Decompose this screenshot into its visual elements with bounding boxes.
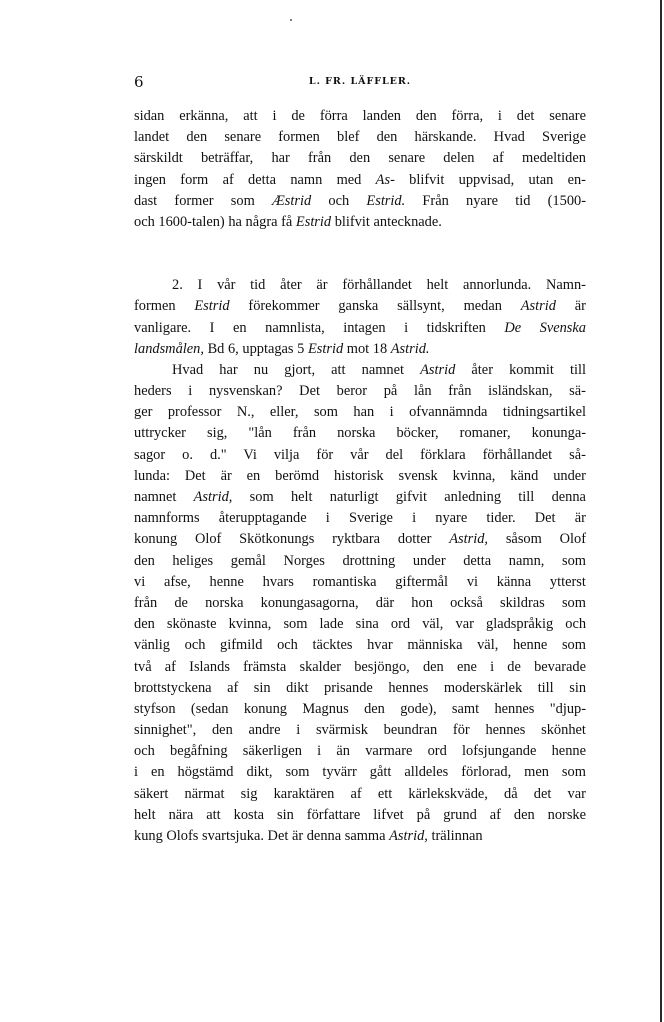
text-line: 2. I vår tid åter är förhållandet helt annorlunda. Namn- [172,277,586,294]
text-line: ingen form af detta namn med As- blifvit uppvisad, utan en- [134,171,586,188]
body-text [134,106,586,847]
text-line: helt nära att kosta sin författare lifvet på grund af den norske [134,806,587,823]
text-line: brottstyckena af sin dikt prisande hennes moderskärlek till sin [134,679,587,696]
text-line: vi afse, henne hvars romantiska giftermål vi känna ytterst [134,573,586,590]
text-line: och 1600-talen) ha några få Estrid blifvit antecknade. [134,213,442,230]
text-line: vanligare. I en namnlista, intagen i tidskriften De Svenska [134,319,586,336]
text-line: heders i nysvenskan? Det beror på lån från isländskan, sä- [134,383,586,400]
text-line: konung Olof Skötkonungs ryktbara dotter Astrid, såsom Olof [134,531,586,548]
text-line: från de norska konungasagorna, där hon också skildras som [134,594,586,611]
text-line: den skönaste kvinna, som lade sina ord väl, var gladspråkig och [134,616,587,633]
text-line: dast former som Æstrid och Estrid. Från nyare tid (1500- [134,192,587,209]
text-line: säkert närmat sig karaktären af ett kärlekskväde, då det var [134,785,586,802]
text-line: kung Olofs svartsjuka. Det är denna samma Astrid, trälinnan [134,828,483,844]
text-line: uttrycker sig, "lån från norska böcker, romaner, konunga- [134,425,586,442]
text-line: två af Islands främsta skalder besjöngo, den ene i de bevarade [134,658,587,675]
text-line: vänlig och gifmild och täcktes hvar människa väl, henne som [134,637,586,654]
page-number: 6 [134,73,144,91]
paragraph-3 [134,360,586,847]
text-line: och begåfning säkerligen i än varmare ord lofsjungande henne [134,743,586,760]
text-line: namnet Astrid, som helt naturligt gifvit anledning till denna [134,489,586,505]
text-line: landet den senare formen blef den härskande. Hvad Sverige [134,129,586,146]
text-line: styfson (sedan konung Magnus den gode), samt hennes "djup- [134,700,587,717]
text-line: den heliges gemål Norges drottning under detta namn, som [134,552,586,569]
speck [290,19,292,21]
page-edge-rule [660,0,662,1022]
text-line: formen Estrid förekommer ganska sällsynt, medan Astrid är [134,298,586,315]
text-line: ger professor N., eller, som han i ofvannämnda tidningsartikel [134,404,586,421]
paragraph-1 [134,106,586,233]
text-line: särskildt beträffar, har från den senare delen af medeltiden [134,150,586,167]
running-head: L. FR. LÄFFLER. [308,76,412,87]
text-line: Hvad har nu gjort, att namnet Astrid åter kommit till [172,361,586,378]
text-line: sagor o. d." Vi vilja för vår del förklara förhållandet så- [134,446,586,463]
text-line: landsmålen, Bd 6, upptagas 5 Estrid mot 18 Astrid. [134,340,430,357]
text-line: sinnighet", den andre i svärmisk beundran för hennes skönhet [134,722,586,739]
text-line: namnforms återupptagande i Sverige i nyare tider. Det är [134,510,586,527]
page-header [134,73,586,95]
paragraph-gap [134,233,586,275]
paragraph-2 [134,275,586,360]
text-line: i en högstämd dikt, som tyvärr gått alldeles förlorad, men som [134,764,586,781]
text-line: sidan erkänna, att i de förra landen den förra, i det senare [134,108,586,124]
text-line: lunda: Det är en berömd historisk svensk kvinna, känd under [134,467,586,484]
